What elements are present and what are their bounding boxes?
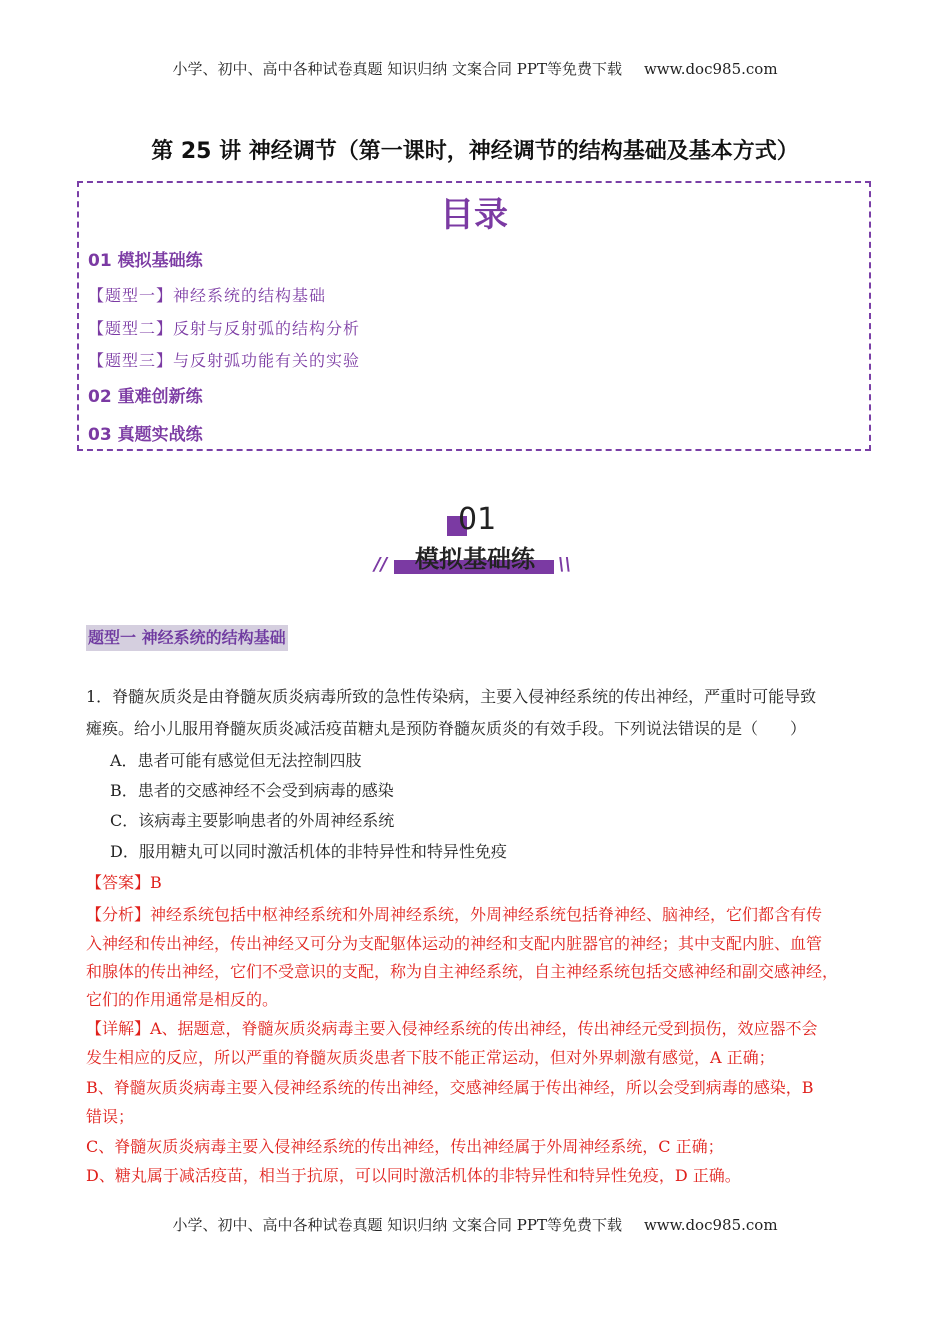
question-stem-line-1: 1．脊髓灰质炎是由脊髓灰质炎病毒所致的急性传染病，主要入侵神经系统的传出神经，严重时可能导致 [86, 687, 817, 706]
banner-right-slashes: \\ [558, 554, 572, 575]
detail-line-4: 错误； [86, 1107, 135, 1126]
toc-item-section-01[interactable]: 01 模拟基础练 [88, 251, 203, 271]
option-b: B．患者的交感神经不会受到病毒的感染 [110, 781, 394, 800]
toc-item-type-1[interactable]: 【题型一】神经系统的结构基础 [88, 286, 327, 305]
banner-left-slashes: // [374, 554, 388, 575]
answer-line: 【答案】B [86, 873, 162, 892]
banner-number: 01 [458, 502, 497, 537]
toc-heading: 目录 [440, 195, 508, 235]
toc-item-type-3[interactable]: 【题型三】与反射弧功能有关的实验 [88, 351, 361, 370]
question-stem-line-2: 瘫痪。给小儿服用脊髓灰质炎减活疫苗糖丸是预防脊髓灰质炎的有效手段。下列说法错误的是（ ） [86, 719, 807, 738]
detail-line-2: 发生相应的反应，所以严重的脊髓灰质炎患者下肢不能正常运动，但对外界刺激有感觉，A 正确； [86, 1048, 775, 1067]
page-title: 第 25 讲 神经调节（第一课时，神经调节的结构基础及基本方式） [151, 139, 799, 164]
page-footer [0, 1214, 950, 1235]
analysis-line-4: 它们的作用通常是相反的。 [86, 990, 279, 1009]
toc-item-section-02[interactable]: 02 重难创新练 [88, 387, 203, 407]
section-banner [370, 502, 580, 582]
header-text: 小学、初中、高中各种试卷真题 知识归纳 文案合同 PPT等免费下载 [172, 60, 622, 78]
option-c: C．该病毒主要影响患者的外周神经系统 [110, 811, 395, 830]
toc-item-section-03[interactable]: 03 真题实战练 [88, 425, 203, 445]
page-header [0, 58, 950, 79]
table-of-contents [77, 181, 871, 451]
option-a: A．患者可能有感觉但无法控制四肢 [110, 751, 362, 770]
banner-label: 模拟基础练 [415, 545, 535, 573]
footer-url[interactable]: www.doc985.com [643, 1216, 778, 1234]
analysis-line-3: 和腺体的传出神经，它们不受意识的支配，称为自主神经系统，自主神经系统包括交感神经和副交感神经， [86, 962, 839, 981]
footer-text: 小学、初中、高中各种试卷真题 知识归纳 文案合同 PPT等免费下载 [172, 1216, 622, 1234]
analysis-line-1: 【分析】神经系统包括中枢神经系统和外周神经系统，外周神经系统包括脊神经、脑神经，它们都含有传 [86, 905, 823, 924]
analysis-line-2: 入神经和传出神经，传出神经又可分为支配躯体运动的神经和支配内脏器官的神经；其中支配内脏、血管 [86, 934, 823, 953]
toc-item-type-2[interactable]: 【题型二】反射与反射弧的结构分析 [88, 319, 361, 338]
detail-line-1: 【详解】A、据题意，脊髓灰质炎病毒主要入侵神经系统的传出神经，传出神经元受到损伤，效应器不会 [86, 1019, 818, 1038]
detail-line-6: D、糖丸属于减活疫苗，相当于抗原，可以同时激活机体的非特异性和特异性免疫，D 正确。 [86, 1166, 741, 1185]
detail-line-5: C、脊髓灰质炎病毒主要入侵神经系统的传出神经，传出神经属于外周神经系统，C 正确； [86, 1137, 724, 1156]
header-url[interactable]: www.doc985.com [643, 60, 778, 78]
question-type-heading: 题型一 神经系统的结构基础 [86, 625, 288, 651]
option-d: D．服用糖丸可以同时激活机体的非特异性和特异性免疫 [110, 842, 507, 861]
detail-line-3: B、脊髓灰质炎病毒主要入侵神经系统的传出神经，交感神经属于传出神经，所以会受到病毒的感染，B [86, 1078, 814, 1097]
